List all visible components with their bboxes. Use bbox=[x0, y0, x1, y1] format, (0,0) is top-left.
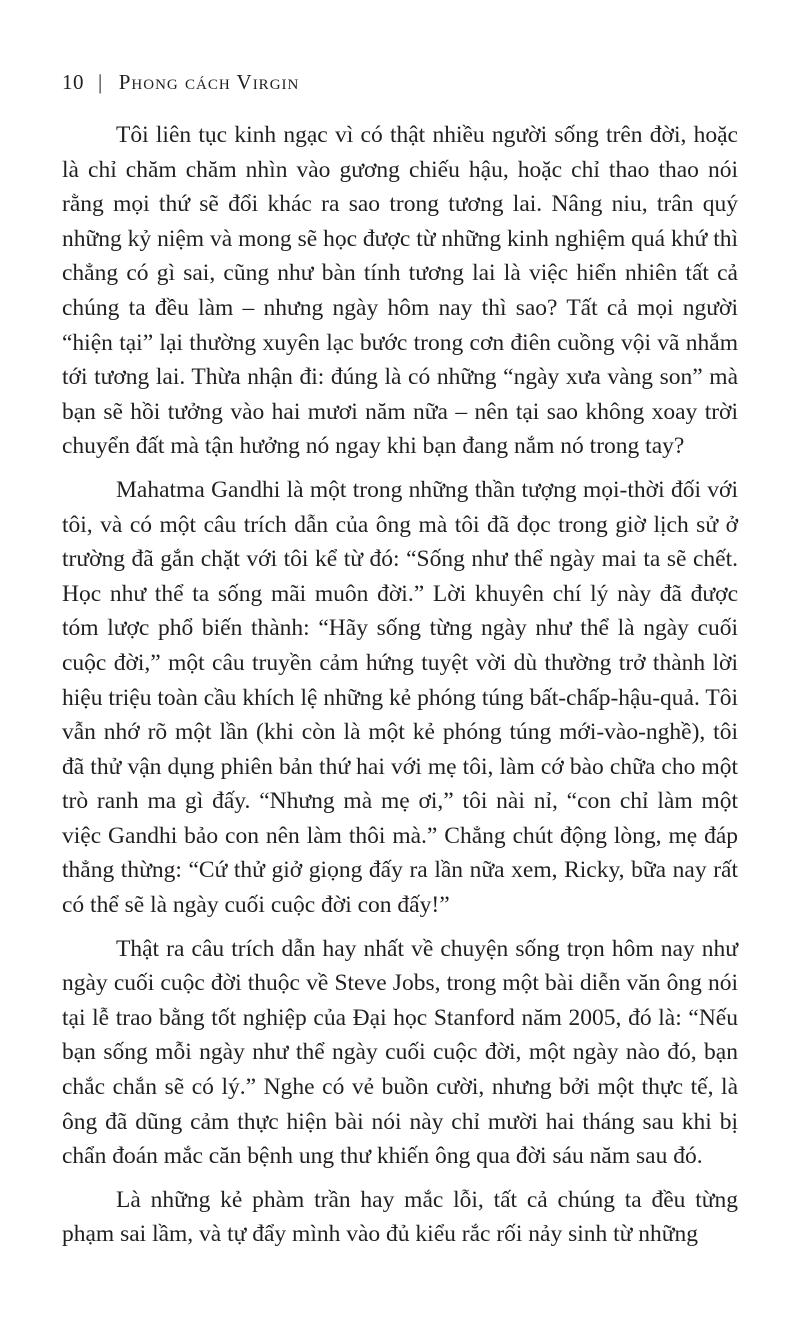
page-number: 10 bbox=[62, 69, 84, 94]
page-body bbox=[62, 118, 738, 1252]
running-header bbox=[62, 64, 299, 100]
paragraph-1: Tôi liên tục kinh ngạc vì có thật nhiều người sống trên đời, hoặc là chỉ chăm chăm nhìn vào gương chiếu hậu, hoặc chỉ thao thao nói rằng mọi thứ sẽ đổi khác ra sao trong tương lai. Nâng niu, trân quý những kỷ niệm và mong sẽ học được từ những kinh nghiệm quá khứ thì chẳng có gì sai, cũng như bàn tính tương lai là việc hiển nhiên tất cả chúng ta đều làm – nhưng ngày hôm nay thì sao? Tất cả mọi người “hiện tại” lại thường xuyên lạc bước trong cơn điên cuồng vội vã nhắm tới tương lai. Thừa nhận đi: đúng là có những “ngày xưa vàng son” mà bạn sẽ hồi tưởng vào hai mươi năm nữa – nên tại sao không xoay trời chuyển đất mà tận hưởng nó ngay khi bạn đang nắm nó trong tay? bbox=[62, 122, 738, 460]
paragraph-4: Là những kẻ phàm trần hay mắc lỗi, tất cả chúng ta đều từng phạm sai lầm, và tự đẩy mình vào đủ kiểu rắc rối nảy sinh từ những bbox=[62, 1186, 738, 1248]
paragraph-3: Thật ra câu trích dẫn hay nhất về chuyện sống trọn hôm nay như ngày cuối cuộc đời thuộc về Steve Jobs, trong một bài diễn văn ông nói tại lễ trao bằng tốt nghiệp của Đại học Stanford năm 2005, đó là: “Nếu bạn sống mỗi ngày như thể ngày cuối cuộc đời, một ngày nào đó, bạn chắc chắn sẽ có lý.” Nghe có vẻ buồn cười, nhưng bởi một thực tế, là ông đã dũng cảm thực hiện bài nói này chỉ mười hai tháng sau khi bị chẩn đoán mắc căn bệnh ung thư khiến ông qua đời sáu năm sau đó. bbox=[62, 935, 738, 1170]
header-separator: | bbox=[98, 69, 103, 94]
running-title: Phong cách Virgin bbox=[118, 69, 300, 94]
paragraph-2: Mahatma Gandhi là một trong những thần tượng mọi-thời đối với tôi, và có một câu trích dẫn của ông mà tôi đã đọc trong giờ lịch sử ở trường đã gắn chặt với tôi kể từ đó: “Sống như thể ngày mai ta sẽ chết. Học như thể ta sống mãi muôn đời.” Lời khuyên chí lý này đã được tóm lược phổ biến thành: “Hãy sống từng ngày như thể là ngày cuối cuộc đời,” một câu truyền cảm hứng tuyệt vời dù thường trở thành lời hiệu triệu toàn cầu khích lệ những kẻ phóng túng bất-chấp-hậu-quả. Tôi vẫn nhớ rõ một lần (khi còn là một kẻ phóng túng mới-vào-nghề), tôi đã thử vận dụng phiên bản thứ hai với mẹ tôi, làm cớ bào chữa cho một trò ranh ma gì đấy. “Nhưng mà mẹ ơi,” tôi nài nỉ, “con chỉ làm một việc Gandhi bảo con nên làm thôi mà.” Chẳng chút động lòng, mẹ đáp thẳng thừng: “Cứ thử giở giọng đấy ra lần nữa xem, Ricky, bữa nay rất có thể sẽ là ngày cuối cuộc đời con đấy!” bbox=[62, 476, 738, 919]
